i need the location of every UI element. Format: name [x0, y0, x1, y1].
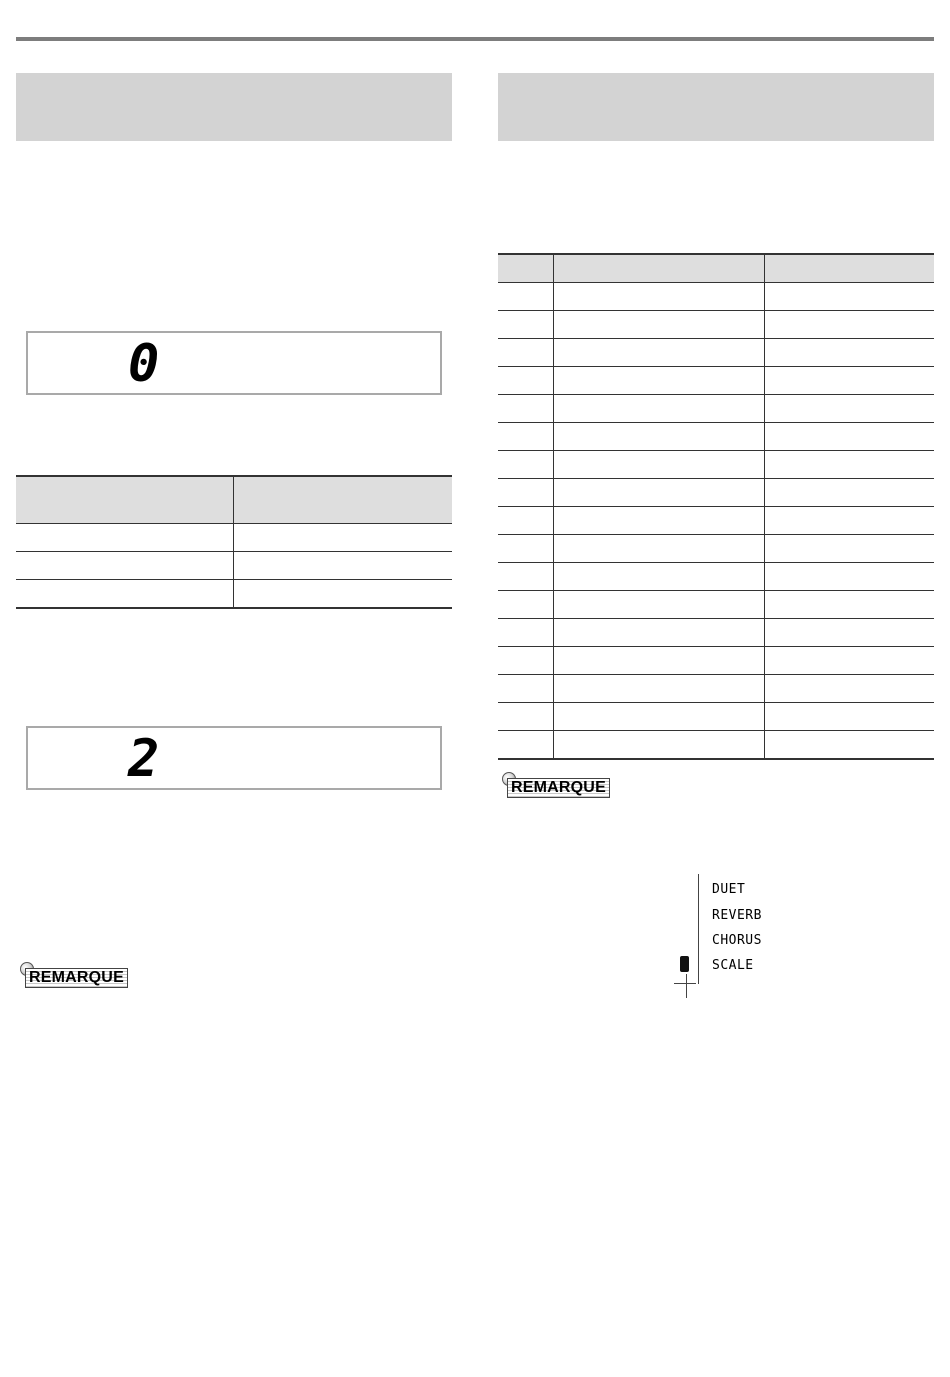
- table-cell: [498, 675, 554, 703]
- right-table: [498, 253, 934, 760]
- table-row: [498, 283, 934, 311]
- table-row: [498, 339, 934, 367]
- table-row: [498, 535, 934, 563]
- table-cell: [498, 311, 554, 339]
- table-header-cell: [16, 476, 234, 524]
- table-cell: [498, 563, 554, 591]
- table-cell: [765, 423, 935, 451]
- lcd-digit: 0: [128, 334, 160, 394]
- table-header-cell: [765, 254, 935, 283]
- table-row: [498, 563, 934, 591]
- table-cell: [765, 451, 935, 479]
- table-cell: [16, 524, 234, 552]
- lcd-display-2: [26, 726, 442, 790]
- table-cell: [498, 451, 554, 479]
- table-cell: [16, 552, 234, 580]
- display-indicator-panel: [670, 870, 780, 1000]
- table-row: [16, 524, 452, 552]
- lcd-digit: 2: [128, 729, 160, 789]
- table-cell: [554, 703, 765, 731]
- table-cell: [765, 339, 935, 367]
- table-cell: [765, 731, 935, 760]
- table-cell: [498, 367, 554, 395]
- table-row: [498, 507, 934, 535]
- indicator-bracket-line: [698, 874, 699, 984]
- remarque-label: REMARQUE: [25, 968, 128, 988]
- indicator-reverb: REVERB: [712, 908, 762, 923]
- table-cell: [554, 311, 765, 339]
- remarque-note-left: [20, 962, 160, 986]
- table-cell: [554, 591, 765, 619]
- table-cell: [765, 675, 935, 703]
- table-row: [16, 552, 452, 580]
- table-cell: [498, 591, 554, 619]
- table-cell: [765, 535, 935, 563]
- remarque-note-right: [502, 772, 642, 796]
- table-cell: [234, 580, 453, 609]
- table-cell: [498, 395, 554, 423]
- table-cell: [498, 283, 554, 311]
- right-section-header: [498, 73, 934, 141]
- table-cell: [16, 580, 234, 609]
- left-table: [16, 475, 452, 609]
- table-cell: [554, 451, 765, 479]
- table-row: [498, 675, 934, 703]
- table-row: [498, 395, 934, 423]
- table-row: [498, 647, 934, 675]
- table-cell: [498, 535, 554, 563]
- table-header-cell: [498, 254, 554, 283]
- table-cell: [765, 591, 935, 619]
- table-cell: [765, 619, 935, 647]
- table-cell: [765, 647, 935, 675]
- table-cell: [498, 507, 554, 535]
- table-row: [498, 619, 934, 647]
- table-row: [498, 423, 934, 451]
- table-header-cell: [554, 254, 765, 283]
- table-cell: [498, 423, 554, 451]
- table-cell: [765, 311, 935, 339]
- table-row: [498, 451, 934, 479]
- table-cell: [554, 647, 765, 675]
- table-cell: [554, 563, 765, 591]
- table-cell: [554, 479, 765, 507]
- table-cell: [498, 339, 554, 367]
- table-cell: [554, 535, 765, 563]
- table-cell: [765, 703, 935, 731]
- table-cell: [765, 283, 935, 311]
- table-cell: [554, 283, 765, 311]
- table-header-row: [498, 254, 934, 283]
- table-cell: [498, 619, 554, 647]
- active-indicator-marker: [680, 956, 689, 972]
- table-cell: [234, 524, 453, 552]
- table-cell: [498, 647, 554, 675]
- table-row: [498, 311, 934, 339]
- table-row: [498, 479, 934, 507]
- table-cell: [498, 479, 554, 507]
- table-cell: [498, 703, 554, 731]
- table-cell: [765, 563, 935, 591]
- table-cell: [554, 731, 765, 760]
- table-cell: [554, 619, 765, 647]
- table-cell: [765, 395, 935, 423]
- table-cell: [554, 339, 765, 367]
- table-row: [16, 580, 452, 609]
- table-header-cell: [234, 476, 453, 524]
- table-cell: [554, 675, 765, 703]
- table-cell: [554, 367, 765, 395]
- table-cell: [554, 507, 765, 535]
- remarque-label: REMARQUE: [507, 778, 610, 798]
- table-cell: [765, 507, 935, 535]
- table-row: [498, 703, 934, 731]
- left-section-header: [16, 73, 452, 141]
- top-rule: [16, 37, 934, 41]
- table-cell: [234, 552, 453, 580]
- table-row: [498, 591, 934, 619]
- table-cell: [554, 395, 765, 423]
- table-cell: [765, 367, 935, 395]
- marker-tick-line: [674, 983, 696, 984]
- table-cell: [554, 423, 765, 451]
- table-cell: [498, 731, 554, 760]
- table-header-row: [16, 476, 452, 524]
- table-row: [498, 731, 934, 760]
- table-cell: [765, 479, 935, 507]
- indicator-chorus: CHORUS: [712, 933, 762, 948]
- table-row: [498, 367, 934, 395]
- lcd-display-1: [26, 331, 442, 395]
- marker-pointer-line: [686, 974, 687, 998]
- indicator-duet: DUET: [712, 882, 746, 897]
- indicator-scale: SCALE: [712, 958, 754, 973]
